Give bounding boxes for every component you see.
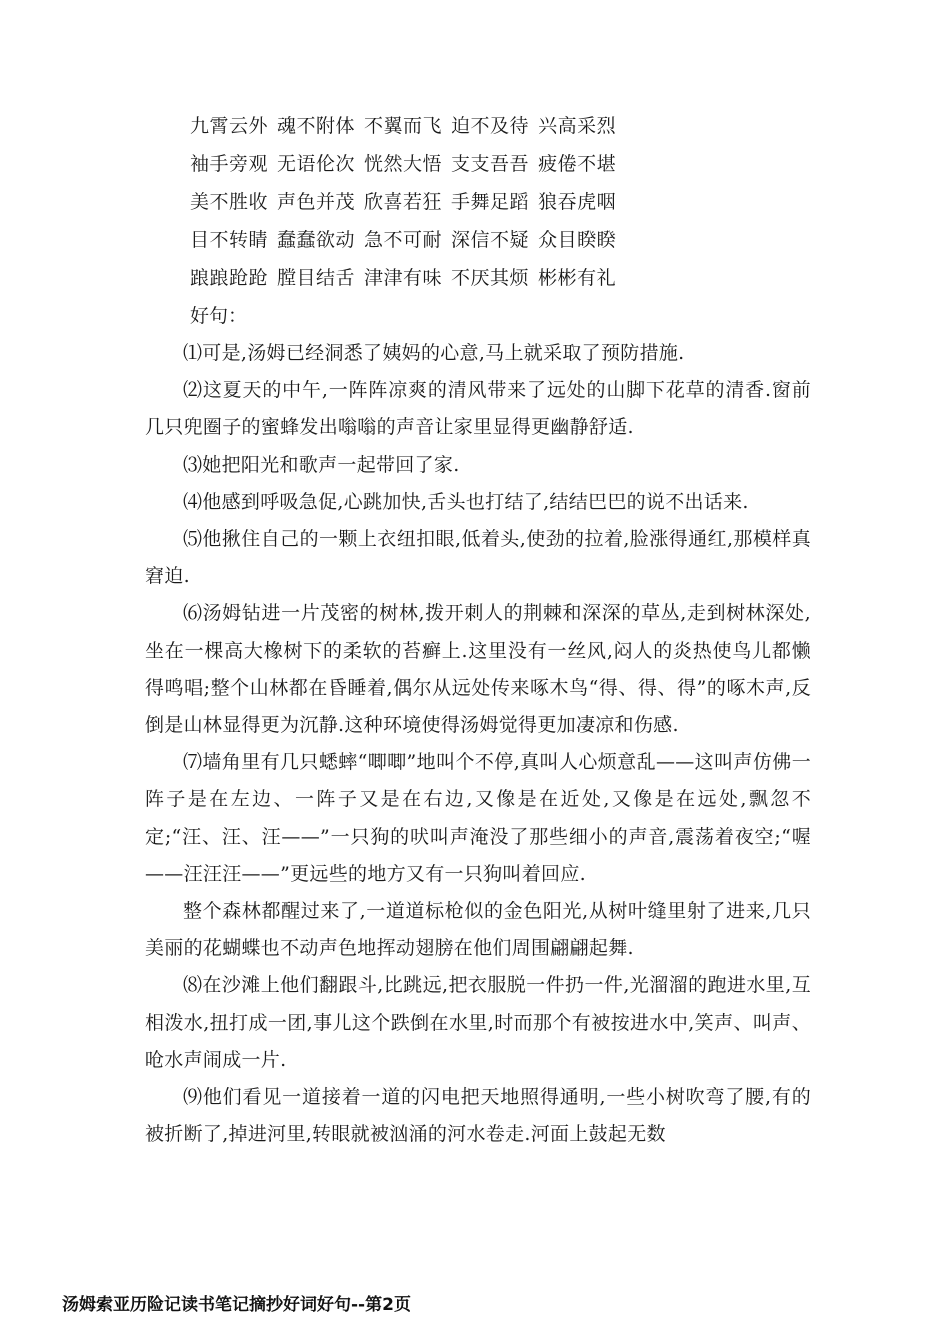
idiom: 蠢蠢欲动 (277, 229, 356, 251)
idiom: 津津有味 (364, 267, 443, 289)
idiom-row (190, 150, 625, 188)
idiom: 恍然大悟 (364, 153, 443, 175)
paragraph: 整个森林都醒过来了,一道道标枪似的金色阳光,从树叶缝里射了进来,几只美丽的花蝴蝶也不动声色地挥动翅膀在他们周围翩翩起舞. (145, 900, 811, 960)
idiom: 无语伦次 (277, 153, 356, 175)
idiom: 疲倦不堪 (538, 153, 617, 175)
idiom: 众目睽睽 (538, 229, 617, 251)
section-heading: 好句： (190, 305, 248, 327)
idiom: 声色并茂 (277, 191, 356, 213)
idiom: 不厌其烦 (451, 267, 530, 289)
paragraph: ⑼他们看见一道接着一道的闪电把天地照得通明,一些小树吹弯了腰,有的被折断了,掉进河里,转眼就被汹涌的河水卷走.河面上鼓起无数 (145, 1086, 811, 1146)
idiom: 九霄云外 (190, 115, 269, 137)
paragraph: ⑸他揪住自己的一颗上衣纽扣眼,低着头,使劲的拉着,脸涨得通红,那模样真窘迫. (145, 528, 811, 588)
idiom: 彬彬有礼 (538, 267, 617, 289)
idiom-row (190, 112, 625, 150)
paragraph: ⑴可是,汤姆已经洞悉了姨妈的心意,马上就采取了预防措施. (183, 342, 685, 364)
idiom: 袖手旁观 (190, 153, 269, 175)
idiom: 迫不及待 (451, 115, 530, 137)
paragraph: ⑺墙角里有几只蟋蟀“唧唧”地叫个不停,真叫人心烦意乱——这叫声仿佛一阵子是在左边、一阵子又是在右边,又像是在近处,又像是在远处,飘忽不定;“汪、汪、汪——”一只狗的吠叫声淹没了那些细小的声音,震荡着夜空;“喔——汪汪汪——”更远些的地方又有一只狗叫着回应. (145, 751, 811, 885)
idiom: 兴高采烈 (538, 115, 617, 137)
idiom: 支支吾吾 (451, 153, 530, 175)
paragraph: ⑹汤姆钻进一片茂密的树林,拨开刺人的荆棘和深深的草丛,走到树林深处,坐在一棵高大橡树下的柔软的苔癣上.这里没有一丝风,闷人的炎热使鸟儿都懒得鸣唱;整个山林都在昏睡着,偶尔从远处传来啄木鸟“得、得、得”的啄木声,反倒是山林显得更为沉静.这种环境使得汤姆觉得更加凄凉和伤感. (145, 602, 811, 737)
paragraph: ⑶她把阳光和歌声一起带回了家. (183, 453, 460, 476)
idiom: 深信不疑 (451, 229, 530, 251)
idiom: 不翼而飞 (364, 115, 443, 137)
idiom: 手舞足蹈 (451, 191, 530, 213)
idiom-row (190, 264, 625, 302)
idiom: 欣喜若狂 (364, 191, 443, 213)
idiom-row (190, 226, 625, 264)
idiom-row (190, 188, 625, 226)
idiom: 狼吞虎咽 (538, 191, 617, 213)
idiom: 魂不附体 (277, 115, 356, 137)
paragraph: ⑻在沙滩上他们翻跟斗,比跳远,把衣服脱一件扔一件,光溜溜的跑进水里,互相泼水,扭打成一团,事儿这个跌倒在水里,时而那个有被按进水中,笑声、叫声、呛水声闹成一片. (145, 974, 811, 1071)
idiom: 目不转睛 (190, 229, 269, 251)
idiom: 美不胜收 (190, 191, 269, 213)
sentence-list (145, 335, 811, 1153)
idiom-list (190, 112, 625, 302)
idiom: 急不可耐 (364, 229, 443, 251)
paragraph: ⑵这夏天的中午,一阵阵凉爽的清风带来了远处的山脚下花草的清香.窗前几只兜圈子的蜜蜂发出嗡嗡的声音让家里显得更幽静舒适. (145, 379, 811, 439)
idiom: 膛目结舌 (277, 267, 356, 289)
paragraph: ⑷他感到呼吸急促,心跳加快,舌头也打结了,结结巴巴的说不出话来. (183, 490, 749, 513)
idiom: 踉踉跄跄 (190, 267, 269, 289)
page-footer: 汤姆索亚历险记读书笔记摘抄好词好句--第2页 (62, 1295, 411, 1315)
